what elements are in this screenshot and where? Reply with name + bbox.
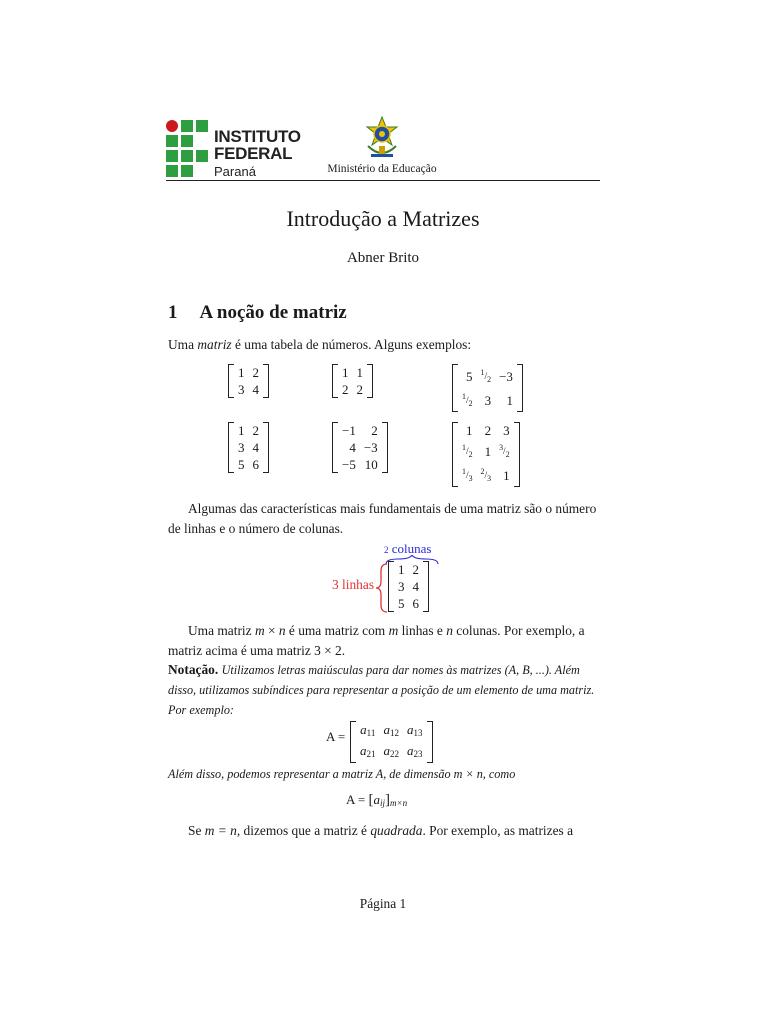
notation-label: Notação. (168, 662, 219, 677)
matrix-cell: $a_{12}$ (383, 722, 399, 738)
matrix-cell: $a_{13}$ (407, 722, 423, 738)
matrix-cell: 2 (252, 365, 259, 380)
right-bracket (517, 364, 523, 412)
general-matrix-lhs: A = (326, 729, 346, 744)
matrix-cell: 2 (412, 562, 419, 577)
matrix-cell: 1 (503, 467, 510, 483)
example-matrix (452, 422, 520, 487)
matrix-cell: $^1/_2$ (462, 392, 473, 409)
matrix-cell: $a_{23}$ (407, 743, 423, 759)
matrix-cell: 1 (398, 562, 405, 577)
if-logo-grid (166, 118, 212, 178)
matrix-cell: 3 (238, 440, 245, 455)
notation-text: Utilizamos letras maiúsculas para dar nomes às matrizes (A, B, ...). Além disso, utilizamos subíndices para representar a posição de um elemento de uma matriz. Por exemplo: (168, 663, 595, 717)
matrix-cell: $^3/_2$ (499, 443, 510, 460)
matrix-cell: 6 (412, 596, 419, 611)
right-bracket (427, 721, 433, 763)
matrix-cell: 10 (364, 457, 378, 472)
document-title: Introdução a Matrizes (286, 206, 480, 231)
institution-line-2: FEDERAL (214, 144, 293, 163)
annotated-matrix-body (388, 561, 429, 612)
right-bracket (382, 422, 388, 473)
section-title: A noção de matriz (199, 302, 347, 323)
right-bracket (367, 364, 373, 398)
matrix-cell: 4 (349, 440, 356, 455)
matrix-cell: 2 (252, 423, 259, 438)
compact-form: $A = [a_{ij}]_{m\times n}$ (346, 792, 408, 808)
matrix-cell: −3 (363, 440, 378, 455)
dimension-notation-text: Além disso, podemos representar a matriz A, de dimensão m × n, como (168, 767, 516, 781)
matrix-cell: 2 (356, 382, 363, 397)
matrix-cell: 1 (356, 365, 363, 380)
matrix-cell: 1 (484, 443, 492, 459)
document-author: Abner Brito (346, 250, 420, 266)
page-number: Página 1 (359, 896, 407, 911)
matrix-cell: 5 (466, 368, 473, 384)
matrix-cell: −1 (342, 423, 356, 438)
matrix-cell: 5 (398, 596, 405, 611)
institution-line-1: INSTITUTO (214, 127, 301, 146)
dimension-paragraph: Uma matriz m × n é uma matriz com m linhas e n colunas. Por exemplo, a matriz acima é uma matriz 3 × 2. (168, 623, 585, 658)
matrix-cell: 3 (484, 392, 492, 408)
institution-name (214, 128, 301, 180)
right-bracket (423, 561, 429, 612)
right-bracket (263, 422, 269, 473)
ministry-block (320, 118, 444, 178)
matrix-cell: 1 (506, 392, 513, 408)
example-matrix (332, 422, 388, 473)
general-matrix-body (350, 721, 433, 763)
intro-paragraph: Uma matriz é uma tabela de números. Alguns exemplos: (168, 337, 472, 352)
section-heading (168, 302, 347, 324)
matrix-cell: 2 (371, 423, 378, 438)
square-paragraph: Se m = n, dizemos que a matriz é quadrada. Por exemplo, as matrizes a (188, 823, 574, 838)
brazil-coat-of-arms-icon (362, 116, 402, 160)
matrix-cell: −5 (342, 457, 356, 472)
example-matrix (228, 364, 269, 398)
matrix-cell: 3 (398, 579, 405, 594)
if-logo-red-dot (166, 120, 178, 132)
matrix-cell: 2 (484, 423, 492, 438)
example-matrix (228, 422, 269, 473)
right-bracket (514, 422, 520, 487)
ministry-label: Ministério da Educação (327, 163, 437, 175)
notation-paragraph (168, 660, 600, 720)
matrix-cell: $^1/_3$ (462, 467, 473, 484)
matrix-cell: −3 (499, 368, 513, 384)
right-bracket (263, 364, 269, 398)
matrix-cell: 6 (252, 457, 259, 472)
columns-label: colunas (391, 541, 432, 556)
matrix-cell: 1 (238, 365, 245, 380)
columns-count: 2 (384, 545, 389, 555)
matrix-cell: 1 (466, 423, 473, 438)
matrix-cell: $^1/_2$ (480, 368, 492, 385)
matrix-cell: 4 (252, 382, 259, 397)
matrix-cell: 3 (238, 382, 245, 397)
example-matrix (452, 364, 523, 412)
matrix-cell: $a_{22}$ (383, 743, 399, 759)
instituto-federal-logo (166, 118, 306, 178)
matrix-cell: $a_{21}$ (360, 743, 376, 759)
rows-label: 3 linhas (332, 577, 375, 592)
matrix-cell: $a_{11}$ (360, 722, 376, 738)
matrix-cell: 3 (503, 423, 510, 438)
characteristics-paragraph: Algumas das características mais fundamentais de uma matriz são o número de linhas e o número de colunas. (168, 501, 597, 536)
header-rule (166, 180, 600, 181)
matrix-cell: 1 (238, 423, 245, 438)
emphasis-matriz: matriz (197, 337, 232, 352)
matrix-cell: $^2/_3$ (480, 467, 492, 484)
example-matrix (332, 364, 373, 398)
section-number: 1 (168, 302, 178, 323)
matrix-cell: 4 (252, 440, 259, 455)
matrix-cell: 5 (238, 457, 245, 472)
matrix-cell: $^1/_2$ (462, 443, 473, 460)
rows-brace-icon (375, 563, 389, 613)
institution-line-3: Paraná (214, 164, 256, 179)
matrix-cell: 1 (342, 365, 349, 380)
matrix-cell: 2 (342, 382, 349, 397)
matrix-cell: 4 (412, 579, 419, 594)
